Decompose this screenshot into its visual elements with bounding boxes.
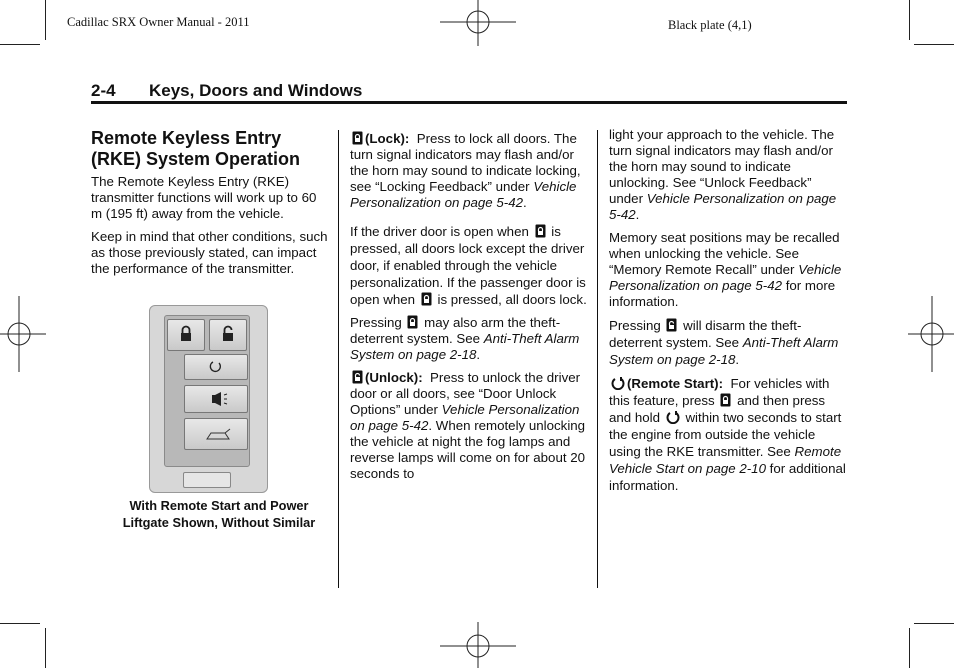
liftgate-icon [185,419,247,449]
panic-button [184,385,248,413]
remote-start-icon [611,376,625,390]
lock-icon [168,320,204,350]
column-3 [609,127,847,501]
paragraph: Memory seat positions may be recalled when unlocking the vehicle. See “Memory Remote Recall” under Vehicle Personalization on page 5-42 for more information. [609,230,842,309]
lock-icon [535,224,546,238]
lock-paragraph: (Lock): Press to lock all doors. The turn signal indicators may flash and/or the horn may sound to indicate locking, see “Locking Feedback” under Vehicle Personalization on page 5-42. [350,131,581,210]
registration-mark-bottom [440,622,516,668]
crop-mark [45,0,46,40]
page-heading: Remote Keyless Entry (RKE) System Operation [91,128,301,169]
crop-mark [0,623,40,624]
remote-start-icon [666,410,680,424]
figure-caption: With Remote Start and Power Liftgate Shown, Without Similar [122,498,316,530]
driver-door-paragraph: If the driver door is open when is pressed, all doors lock except the driver door, if enabled through the vehicle personalization. If the passenger door is open when is pressed, all doors lock. [350,224,587,307]
paragraph: Keep in mind that other conditions, such as those previously stated, can impact the performance of the transmitter. [91,229,328,276]
lock-icon [407,315,418,329]
column-divider [597,130,598,588]
lock-icon [421,292,432,306]
column-1 [91,128,329,284]
section-title: Keys, Doors and Windows [149,81,363,100]
registration-mark-top [440,0,516,46]
plate-label: Black plate (4,1) [668,18,752,32]
remote-start-paragraph: (Remote Start): For vehicles with this feature, press and then press and hold within two seconds to start the engine from outside the vehicle using the RKE transmitter. See Remote Vehicle Start on page 2-10 for additional information. [609,376,846,493]
manual-title: Cadillac SRX Owner Manual - 2011 [67,15,250,29]
remote-start-button [184,354,248,380]
crop-mark [914,623,954,624]
remote-transmitter-illustration [149,305,268,493]
column-2 [350,131,590,489]
registration-mark-right [908,296,954,372]
horn-icon [185,386,247,412]
crop-mark [909,0,910,40]
lock-button [167,319,205,351]
unlock-paragraph: (Unlock): Press to unlock the driver door or all doors, see “Door Unlock Options” under Vehicle Personalization on page 5-42. When remotely unlocking the vehicle at night the fog lamps and reverse lamps will come on for about 20 seconds to [350,370,586,481]
fob-button-panel [164,315,250,467]
lock-icon [720,393,731,407]
key-release-button [183,472,231,488]
paragraph: The Remote Keyless Entry (RKE) transmitter functions will work up to 60 m (195 ft) away from the vehicle. [91,174,317,221]
unlock-icon [352,370,363,384]
arm-paragraph: Pressing may also arm the theft-deterrent system. See Anti-Theft Alarm System on page 2-18. [350,315,580,362]
unlock-icon [666,318,677,332]
remote-start-icon [185,355,247,379]
unlock-icon [210,320,246,350]
crop-mark [909,628,910,668]
section-rule [91,101,847,104]
disarm-paragraph: Pressing will disarm the theft-deterrent system. See Anti-Theft Alarm System on page 2-18. [609,318,839,367]
registration-mark-left [0,296,46,372]
lock-icon [352,131,363,145]
section-number: 2-4 [91,81,116,100]
crop-mark [0,44,40,45]
crop-mark [45,628,46,668]
paragraph: light your approach to the vehicle. The turn signal indicators may flash and/or the horn may sound to indicate unlocking. See “Unlock Feedback” under Vehicle Personalization on page 5-42. [609,127,837,222]
unlock-button [209,319,247,351]
liftgate-button [184,418,248,450]
crop-mark [914,44,954,45]
